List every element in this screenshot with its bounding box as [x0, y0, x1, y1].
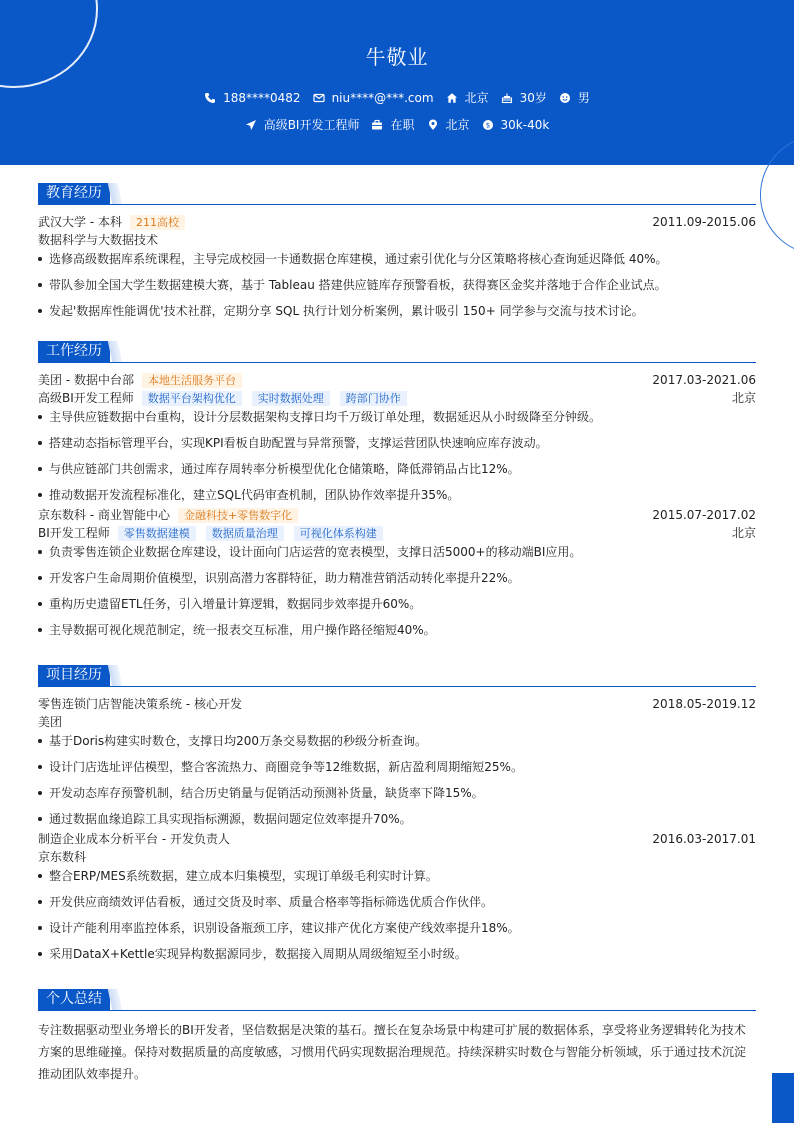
section-title: 个人总结: [38, 989, 110, 1010]
gender-item: [559, 89, 590, 106]
cake-icon: [501, 92, 513, 104]
list-item: 开发客户生命周期价值模型，识别高潜力客群特征，助力精准营销活动转化率提升22%。: [38, 569, 756, 595]
email-text: niu****@***.com: [331, 90, 434, 105]
section-title: 项目经历: [38, 665, 110, 686]
briefcase-icon: [371, 119, 383, 131]
job-date: 2015.07-2017.02: [652, 508, 756, 522]
list-item: 开发动态库存预警机制，结合历史销量与促销活动预测补货量，缺货率下降15%。: [38, 784, 756, 810]
project-org-row: [38, 848, 756, 866]
list-item: 选修高级数据库系统课程，主导完成校园一卡通数据仓库建模，通过索引优化与分区策略将核心查询延迟降低 40%。: [38, 250, 756, 276]
job-bullets: [38, 408, 756, 504]
age-item: [501, 89, 547, 106]
project-name: 零售连锁门店智能决策系统 - 核心开发: [38, 697, 242, 711]
job-company-row: [38, 506, 756, 524]
list-item: 推动数据开发流程标准化，建立SQL代码审查机制，团队协作效率提升35%。: [38, 486, 756, 504]
company-tag: 本地生活服务平台: [142, 373, 242, 388]
email-item: [313, 91, 434, 105]
school-tag: 211高校: [130, 215, 185, 230]
job-role: BI开发工程师: [38, 526, 110, 540]
job-role-row: [38, 389, 756, 407]
project-org: 美团: [38, 715, 63, 729]
svg-text:$: $: [485, 121, 490, 130]
list-item: 通过数据血缘追踪工具实现指标溯源，数据问题定位效率提升70%。: [38, 810, 756, 828]
candidate-name: 牛敬业: [365, 45, 429, 69]
skill-tag: 数据平台架构优化: [142, 391, 242, 406]
list-item: 主导供应链数据中台重构，设计分层数据架构支撑日均千万级订单处理，数据延迟从小时级降至分钟级。: [38, 408, 756, 434]
project-bullets: [38, 732, 756, 828]
project-bullets: [38, 867, 756, 971]
section-header: [38, 341, 756, 363]
list-item: 搭建动态指标管理平台，实现KPI看板自助配置与异常预警，支撑运营团队快速响应库存波动。: [38, 434, 756, 460]
job-city: 北京: [731, 391, 756, 405]
list-item: 采用DataX+Kettle实现异构数据源同步，数据接入周期从周级缩短至小时级。: [38, 945, 756, 971]
mail-icon: [313, 92, 325, 104]
job-role-row: [38, 524, 756, 542]
salary-item: [482, 118, 550, 132]
section-header: [38, 665, 756, 687]
major: 数据科学与大数据技术: [38, 233, 159, 247]
age-text: 30岁: [519, 91, 547, 105]
skill-tag: 可视化体系构建: [294, 526, 383, 541]
list-item: 发起'数据库性能调优'技术社群，定期分享 SQL 执行计划分析案例，累计吸引 150+ 同学参与交流与技术讨论。: [38, 302, 756, 328]
skill-tag: 跨部门协作: [340, 391, 407, 406]
skill-tag: 数据质量治理: [206, 526, 284, 541]
contact-row: [0, 89, 794, 106]
target-city-text: 北京: [445, 118, 470, 132]
target-role-text: 高级BI开发工程师: [263, 118, 360, 132]
summary-section: [38, 989, 756, 1085]
phone-icon: [204, 92, 216, 104]
list-item: 设计门店选址评估模型，整合客流热力、商圈竞争等12维数据，新店盈利周期缩短25%。: [38, 758, 756, 784]
money-icon: [482, 119, 494, 131]
job-date: 2017.03-2021.06: [652, 373, 756, 387]
target-city-item: [427, 116, 470, 133]
job-role: 高级BI开发工程师: [38, 391, 134, 405]
smile-icon: [559, 92, 571, 104]
target-role-item: [245, 116, 360, 133]
project-header-row: [38, 830, 756, 848]
job-intent-row: [0, 116, 794, 133]
job-city: 北京: [731, 526, 756, 540]
summary-line: 推动团队效率提升。: [38, 1067, 147, 1081]
list-item: 设计产能利用率监控体系，识别设备瓶颈工序，建议排产优化方案使产线效率提升18%。: [38, 919, 756, 945]
major-row: [38, 231, 756, 249]
resume-header: [0, 0, 794, 165]
status-text: 在职: [390, 118, 415, 132]
gender-text: 男: [577, 91, 590, 105]
list-item: 整合ERP/MES系统数据，建立成本归集模型，实现订单级毛利实时计算。: [38, 867, 756, 893]
summary-line: 专注数据驱动型业务增长的BI开发者，坚信数据是决策的基石。擅长在复杂场景中构建可扩展的数据体系，享受将业务逻辑转化为技术: [38, 1023, 746, 1037]
work-section: [38, 341, 756, 647]
list-item: 重构历史遗留ETL任务，引入增量计算逻辑，数据同步效率提升60%。: [38, 595, 756, 621]
company-name: 美团 - 数据中台部: [38, 373, 134, 387]
skill-tag: 实时数据处理: [252, 391, 330, 406]
job-bullets: [38, 543, 756, 647]
list-item: 主导数据可视化规范制定，统一报表交互标准，用户操作路径缩短40%。: [38, 621, 756, 647]
city-item: [446, 89, 489, 106]
home-icon: [446, 92, 458, 104]
education-header-row: [38, 213, 756, 231]
decorative-corner-bar: [772, 1073, 794, 1123]
list-item: 基于Doris构建实时数仓，支撑日均200万条交易数据的秒级分析查询。: [38, 732, 756, 758]
company-tag: 金融科技+零售数字化: [178, 508, 298, 523]
project-date: 2016.03-2017.01: [652, 832, 756, 846]
summary-line: 方案的思维碰撞。保持对数据质量的高度敏感，习惯用代码实现数据治理规范。持续深耕实时数仓与智能分析领域，乐于通过技术沉淀: [38, 1045, 747, 1059]
list-item: 开发供应商绩效评估看板，通过交货及时率、质量合格率等指标筛选优质合作伙伴。: [38, 893, 756, 919]
summary-text: [38, 1019, 756, 1085]
project-org-row: [38, 713, 756, 731]
education-date: 2011.09-2015.06: [652, 215, 756, 229]
project-date: 2018.05-2019.12: [652, 697, 756, 711]
location-pin-icon: [427, 119, 439, 131]
section-header: [38, 183, 756, 205]
list-item: 带队参加全国大学生数据建模大赛，基于 Tableau 搭建供应链库存预警看板，获得赛区金奖并落地于合作企业试点。: [38, 276, 756, 302]
school-name: 武汉大学 - 本科: [38, 215, 122, 229]
project-name: 制造企业成本分析平台 - 开发负责人: [38, 832, 230, 846]
education-section: [38, 183, 756, 328]
section-header: [38, 989, 756, 1011]
section-title: 教育经历: [38, 183, 110, 204]
phone-text: 188****0482: [223, 90, 301, 105]
skill-tag: 零售数据建模: [118, 526, 196, 541]
city-text: 北京: [464, 91, 489, 105]
projects-section: [38, 665, 756, 971]
project-header-row: [38, 695, 756, 713]
education-bullets: [38, 250, 756, 328]
list-item: 与供应链部门共创需求，通过库存周转率分析模型优化仓储策略，降低滞销品占比12%。: [38, 460, 756, 486]
job-company-row: [38, 371, 756, 389]
status-item: [371, 116, 414, 133]
list-item: 负责零售连锁企业数据仓库建设，设计面向门店运营的宽表模型，支撑日活5000+的移动端BI应用。: [38, 543, 756, 569]
salary-text: 30k-40k: [500, 117, 550, 132]
project-org: 京东数科: [38, 850, 87, 864]
send-icon: [245, 119, 257, 131]
section-title: 工作经历: [38, 341, 110, 362]
company-name: 京东数科 - 商业智能中心: [38, 508, 170, 522]
phone-item: [204, 91, 300, 105]
